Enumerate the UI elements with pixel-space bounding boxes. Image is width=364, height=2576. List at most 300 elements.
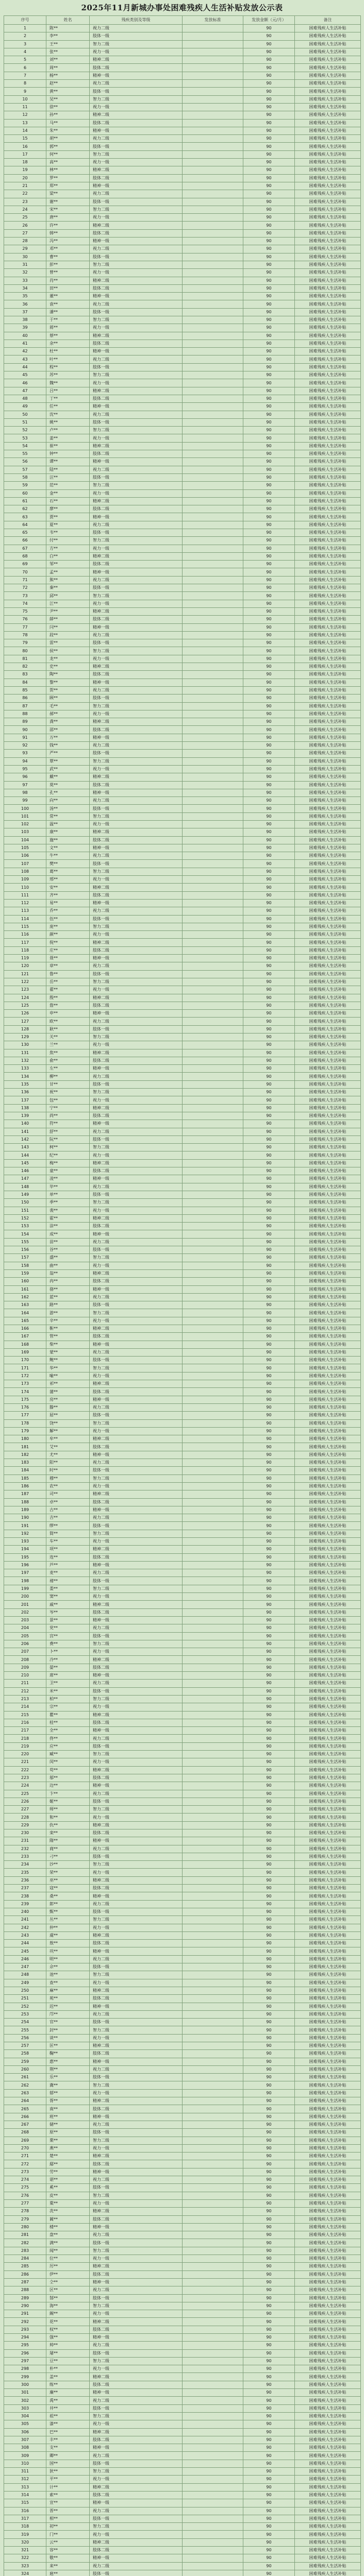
cell-index: 140 [4,1120,46,1128]
cell-remark: 困难残疾人生活补贴 [295,2412,361,2420]
cell-standard [183,529,243,537]
table-row [4,2547,361,2554]
cell-index: 249 [4,1979,46,1987]
cell-remark: 困难残疾人生活补贴 [295,2121,361,2128]
cell-standard [183,852,243,860]
cell-standard [183,293,243,300]
cell-name: 崔** [46,442,90,450]
cell-amount: 90 [243,143,295,150]
cell-remark: 困难残疾人生活补贴 [295,521,361,529]
cell-amount: 90 [243,1758,295,1766]
cell-index: 271 [4,2153,46,2160]
cell-amount: 90 [243,2153,295,2160]
cell-index: 282 [4,2239,46,2247]
cell-name: 原** [46,2129,90,2137]
cell-remark: 困难残疾人生活补贴 [295,805,361,812]
cell-index: 310 [4,2460,46,2467]
cell-standard [183,2034,243,2042]
cell-category: 精神二级 [90,718,183,726]
cell-amount: 90 [243,427,295,434]
cell-amount: 90 [243,2026,295,2034]
cell-name: 曾** [46,269,90,277]
cell-amount: 90 [243,1703,295,1711]
cell-name: 缪** [46,1522,90,1530]
cell-amount: 90 [243,2326,295,2333]
cell-standard [183,1049,243,1057]
cell-index: 303 [4,2404,46,2412]
cell-remark: 困难残疾人生活补贴 [295,466,361,473]
cell-standard [183,663,243,671]
cell-standard [183,789,243,796]
cell-remark: 困难残疾人生活补贴 [295,907,361,915]
cell-remark: 困难残疾人生活补贴 [295,2554,361,2562]
cell-index: 51 [4,418,46,426]
cell-remark: 困难残疾人生活补贴 [295,1010,361,1018]
cell-category: 肢体一级 [90,32,183,40]
cell-remark: 困难残疾人生活补贴 [295,2247,361,2255]
cell-standard [183,1774,243,1782]
cell-amount: 90 [243,2215,295,2223]
cell-index: 135 [4,1080,46,1088]
table-row [4,1254,361,1262]
cell-name: 容** [46,2547,90,2554]
cell-amount: 90 [243,1238,295,1246]
table-row [4,2365,361,2373]
table-row [4,293,361,300]
cell-category: 肢体一级 [90,750,183,757]
cell-standard [183,1766,243,1774]
table-row [4,450,361,458]
cell-index: 312 [4,2476,46,2483]
cell-amount: 90 [243,592,295,600]
cell-name: 杜** [46,348,90,355]
cell-name: 丛** [46,1916,90,1924]
table-row [4,403,361,411]
table-row [4,88,361,95]
cell-category: 肢体一级 [90,1025,183,1033]
cell-remark: 困难残疾人生活补贴 [295,1672,361,1680]
cell-remark: 困难残疾人生活补贴 [295,143,361,150]
cell-name: 索** [46,2491,90,2499]
cell-category: 视力一级 [90,655,183,663]
cell-category: 智力二级 [90,150,183,158]
cell-remark: 困难残疾人生活补贴 [295,332,361,340]
cell-standard [183,1569,243,1577]
cell-category: 视力一级 [90,2310,183,2318]
cell-name: 晋** [46,2507,90,2515]
cell-standard [183,1979,243,1987]
table-row [4,80,361,88]
cell-name: 谈** [46,2034,90,2042]
cell-standard [183,970,243,978]
cell-name: 喻** [46,1372,90,1380]
cell-index: 213 [4,1695,46,1703]
cell-category: 精神二级 [90,2483,183,2491]
cell-category: 肢体二级 [90,2215,183,2223]
cell-index: 220 [4,1751,46,1758]
cell-amount: 90 [243,899,295,907]
table-row [4,2153,361,2160]
cell-name: 寇** [46,1885,90,1892]
cell-index: 290 [4,2302,46,2310]
cell-standard [183,1680,243,1687]
table-row [4,757,361,765]
cell-amount: 90 [243,789,295,796]
cell-name: 段** [46,631,90,639]
cell-amount: 90 [243,1561,295,1569]
cell-category: 精神一级 [90,1451,183,1459]
cell-index: 288 [4,2286,46,2294]
cell-remark: 困难残疾人生活补贴 [295,1695,361,1703]
cell-index: 185 [4,1475,46,1482]
cell-amount: 90 [243,166,295,174]
cell-index: 199 [4,1585,46,1592]
cell-remark: 困难残疾人生活补贴 [295,363,361,371]
cell-category: 视力一级 [90,2420,183,2428]
cell-name: 冷** [46,1656,90,1664]
cell-category: 精神一级 [90,1175,183,1183]
cell-standard [183,2460,243,2467]
cell-remark: 困难残疾人生活补贴 [295,1806,361,1814]
cell-name: 初** [46,2523,90,2531]
cell-index: 122 [4,978,46,986]
cell-name: 云** [46,2538,90,2546]
table-row [4,2554,361,2562]
cell-standard [183,907,243,915]
cell-amount: 90 [243,2389,295,2397]
cell-amount: 90 [243,293,295,300]
cell-remark: 困难残疾人生活补贴 [295,2065,361,2073]
cell-name: 严** [46,750,90,757]
cell-category: 精神二级 [90,1159,183,1167]
cell-category: 智力二级 [90,1033,183,1041]
cell-index: 46 [4,379,46,387]
cell-amount: 90 [243,2247,295,2255]
cell-remark: 困难残疾人生活补贴 [295,844,361,852]
cell-amount: 90 [243,1640,295,1648]
cell-standard [183,1624,243,1632]
table-row [4,2081,361,2089]
cell-index: 3 [4,40,46,48]
cell-category: 肢体一级 [90,418,183,426]
table-row [4,1388,361,1396]
cell-standard [183,403,243,411]
cell-amount: 90 [243,2286,295,2294]
cell-category: 肢体一级 [90,1632,183,1640]
cell-name: 毕** [46,1183,90,1191]
cell-remark: 困难残疾人生活补贴 [295,505,361,513]
cell-amount: 90 [243,56,295,64]
cell-amount: 90 [243,64,295,72]
cell-standard [183,2294,243,2302]
cell-category: 智力二级 [90,702,183,710]
cell-remark: 困难残疾人生活补贴 [295,1892,361,1900]
cell-remark: 困难残疾人生活补贴 [295,1144,361,1151]
table-row [4,2397,361,2404]
cell-standard [183,1971,243,1979]
table-row [4,277,361,284]
cell-category: 智力二级 [90,1309,183,1317]
table-row [4,750,361,757]
cell-category: 精神一级 [90,403,183,411]
cell-standard [183,1885,243,1892]
cell-remark: 困难残疾人生活补贴 [295,726,361,734]
cell-remark: 困难残疾人生活补贴 [295,1861,361,1869]
cell-category: 精神二级 [90,2097,183,2105]
cell-category: 精神一级 [90,623,183,631]
cell-category: 精神一级 [90,679,183,686]
cell-amount: 90 [243,1467,295,1475]
cell-amount: 90 [243,939,295,946]
cell-name: 庄** [46,946,90,954]
cell-amount: 90 [243,781,295,789]
cell-name: 姜** [46,434,90,442]
cell-name: 盖** [46,2373,90,2381]
cell-index: 97 [4,781,46,789]
cell-index: 43 [4,355,46,363]
cell-index: 11 [4,103,46,111]
cell-category: 智力二级 [90,2357,183,2365]
cell-standard [183,1900,243,1908]
table-row [4,261,361,268]
cell-name: 闫** [46,623,90,631]
cell-standard [183,473,243,481]
cell-amount: 90 [243,2444,295,2452]
cell-index: 211 [4,1680,46,1687]
cell-index: 92 [4,742,46,750]
table-row [4,2381,361,2388]
cell-amount: 90 [243,2483,295,2491]
cell-amount: 90 [243,1569,295,1577]
cell-name: 耿** [46,1025,90,1033]
cell-amount: 90 [243,734,295,741]
table-row [4,616,361,623]
cell-category: 精神一级 [90,1727,183,1735]
table-row [4,1742,361,1750]
table-row [4,2129,361,2137]
cell-category: 视力二级 [90,1569,183,1577]
table-row [4,2531,361,2538]
cell-standard [183,1223,243,1230]
table-row [4,694,361,702]
cell-standard [183,1530,243,1537]
cell-index: 146 [4,1167,46,1175]
cell-amount: 90 [243,2010,295,2018]
cell-index: 262 [4,2081,46,2089]
cell-name: 万** [46,734,90,741]
cell-index: 139 [4,1112,46,1120]
cell-name: 支** [46,2444,90,2452]
table-row [4,899,361,907]
cell-amount: 90 [243,1159,295,1167]
cell-index: 257 [4,2042,46,2050]
cell-standard [183,986,243,994]
cell-category: 肢体一级 [90,473,183,481]
cell-remark: 困难残疾人生活补贴 [295,395,361,402]
cell-amount: 90 [243,1601,295,1608]
table-row [4,1632,361,1640]
cell-category: 肢体一级 [90,198,183,206]
cell-category: 视力一级 [90,1979,183,1987]
cell-name: 季** [46,1199,90,1207]
cell-index: 113 [4,907,46,915]
cell-category: 视力一级 [90,1372,183,1380]
cell-category: 肢体二级 [90,2547,183,2554]
cell-category: 肢体二级 [90,891,183,899]
cell-index: 65 [4,529,46,537]
table-row [4,1924,361,1931]
table-row [4,607,361,615]
cell-amount: 90 [243,25,295,32]
cell-remark: 困难残疾人生活补贴 [295,182,361,190]
cell-remark: 困难残疾人生活补贴 [295,623,361,631]
cell-remark: 困难残疾人生活补贴 [295,40,361,48]
cell-category: 视力一级 [90,2199,183,2207]
cell-name: 宋** [46,206,90,213]
cell-amount: 90 [243,2570,295,2576]
cell-remark: 困难残疾人生活补贴 [295,923,361,930]
table-row [4,1451,361,1459]
table-row [4,1412,361,1419]
cell-remark: 困难残疾人生活补贴 [295,1427,361,1435]
cell-remark: 困难残疾人生活补贴 [295,852,361,860]
table-row [4,1656,361,1664]
table-row [4,679,361,686]
table-row [4,222,361,229]
cell-category: 视力二级 [90,631,183,639]
cell-name: 卢** [46,427,90,434]
cell-name: 徐** [46,103,90,111]
cell-amount: 90 [243,1262,295,1269]
cell-amount: 90 [243,2468,295,2476]
cell-index: 83 [4,671,46,679]
cell-amount: 90 [243,2436,295,2444]
table-row [4,2538,361,2546]
cell-remark: 困难残疾人生活补贴 [295,671,361,679]
cell-index: 219 [4,1742,46,1750]
cell-amount: 90 [243,1459,295,1467]
cell-category: 智力二级 [90,647,183,655]
table-row [4,1364,361,1372]
cell-category: 视力二级 [90,2452,183,2460]
cell-name: 岑** [46,1608,90,1616]
cell-category: 精神二级 [90,1325,183,1332]
cell-amount: 90 [243,1151,295,1159]
cell-remark: 困难残疾人生活补贴 [295,663,361,671]
table-row [4,2468,361,2476]
cell-index: 207 [4,1648,46,1656]
cell-amount: 90 [243,1829,295,1837]
cell-category: 视力一级 [90,1869,183,1876]
table-row [4,1049,361,1057]
cell-name: 荣** [46,1869,90,1876]
cell-standard [183,48,243,56]
cell-standard [183,561,243,568]
cell-name: 戚** [46,1601,90,1608]
cell-standard [183,1207,243,1214]
cell-category: 视力二级 [90,466,183,473]
cell-category: 肢体一级 [90,639,183,647]
table-row [4,2389,361,2397]
cell-category: 肢体二级 [90,616,183,623]
cell-remark: 困难残疾人生活补贴 [295,1301,361,1309]
cell-name: 褚** [46,1577,90,1585]
cell-standard [183,1403,243,1411]
cell-amount: 90 [243,2397,295,2404]
cell-name: 雷** [46,639,90,647]
cell-index: 147 [4,1175,46,1183]
cell-index: 16 [4,143,46,150]
table-row [4,2404,361,2412]
cell-name: 柳** [46,1073,90,1080]
cell-remark: 困难残疾人生活补贴 [295,2042,361,2050]
cell-standard [183,95,243,103]
cell-index: 99 [4,797,46,805]
cell-category: 肢体二级 [90,2050,183,2058]
cell-remark: 困难残疾人生活补贴 [295,489,361,497]
cell-standard [183,931,243,939]
cell-index: 26 [4,222,46,229]
cell-name: 余** [46,340,90,347]
cell-standard [183,1183,243,1191]
cell-remark: 困难残疾人生活补贴 [295,1191,361,1198]
cell-standard [183,1782,243,1790]
cell-category: 视力一级 [90,1427,183,1435]
cell-remark: 困难残疾人生活补贴 [295,482,361,489]
cell-amount: 90 [243,1971,295,1979]
table-row [4,395,361,402]
cell-category: 肢体二级 [90,284,183,292]
table-row [4,1908,361,1916]
cell-standard [183,671,243,679]
cell-remark: 困难残疾人生活补贴 [295,72,361,79]
cell-name: 丁** [46,395,90,402]
cell-amount: 90 [243,1246,295,1254]
cell-name: 华** [46,1364,90,1372]
cell-index: 229 [4,1821,46,1829]
cell-standard [183,253,243,261]
cell-standard [183,1490,243,1498]
cell-remark: 困难残疾人生活补贴 [295,2058,361,2065]
cell-amount: 90 [243,1538,295,1546]
cell-standard [183,1735,243,1742]
cell-name: 燕** [46,2144,90,2152]
cell-category: 精神一级 [90,1120,183,1128]
cell-standard [183,2113,243,2121]
cell-name: 曹** [46,253,90,261]
cell-category: 精神二级 [90,2428,183,2436]
table-row [4,2476,361,2483]
cell-standard [183,2223,243,2231]
cell-remark: 困难残疾人生活补贴 [295,2428,361,2436]
cell-standard [183,1475,243,1482]
cell-index: 231 [4,1837,46,1845]
cell-amount: 90 [243,876,295,884]
cell-standard [183,884,243,891]
cell-amount: 90 [243,805,295,812]
cell-amount: 90 [243,1080,295,1088]
cell-standard [183,466,243,473]
cell-index: 205 [4,1632,46,1640]
cell-index: 136 [4,1089,46,1096]
cell-category: 肢体二级 [90,2160,183,2168]
cell-remark: 困难残疾人生活补贴 [295,1372,361,1380]
cell-amount: 90 [243,1214,295,1222]
cell-amount: 90 [243,1987,295,1994]
table-row [4,458,361,466]
cell-category: 肢体二级 [90,1774,183,1782]
table-row [4,537,361,545]
